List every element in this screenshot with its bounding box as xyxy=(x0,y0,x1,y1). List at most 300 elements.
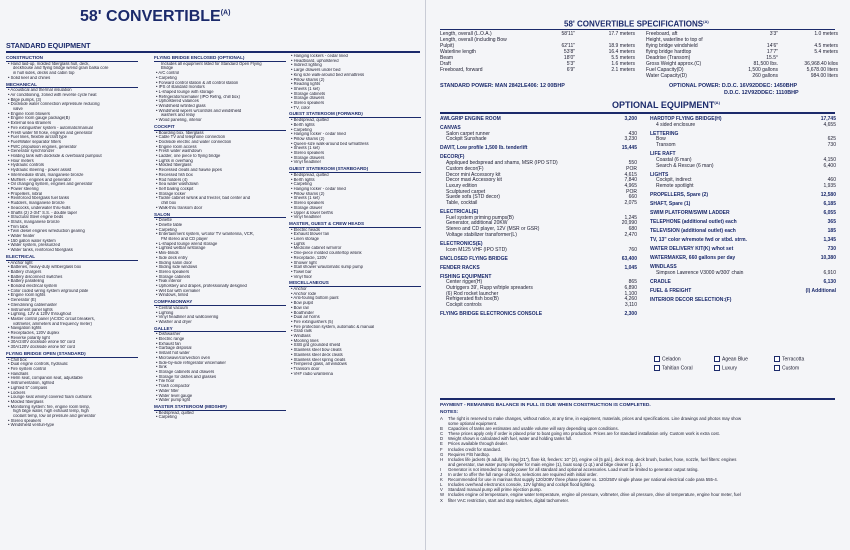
note-text: These prices apply only if order is placed prior to boat going into production. Prices are for standard installation only. Custom work is extra cost. xyxy=(448,431,720,437)
checkbox[interactable] xyxy=(654,356,660,362)
decor-option-label: Luxury xyxy=(722,365,738,372)
spec-title-sup: (A) xyxy=(703,19,709,24)
list-item: • Entertainment system, w/color TV w/antenna, VCR, xyxy=(156,232,254,237)
option-price: 2,470 xyxy=(624,231,637,238)
note-key: F xyxy=(440,446,443,452)
section-heading: CONSTRUCTION xyxy=(6,56,138,62)
spec-values xyxy=(744,73,838,79)
spec-label: Length, overall (L.O.A.) xyxy=(440,31,492,37)
spec-label: Freeboard, aft xyxy=(646,31,678,37)
list-item: • Reinforced fiberglass fuel tanks xyxy=(8,196,70,201)
note-text: Requires F/B hardtop. xyxy=(448,451,491,457)
list-item: • Forward control station & aft control station xyxy=(156,80,239,85)
list-item: • Seacocks, underwater thru-hulls xyxy=(8,205,71,210)
option-label: FENDER RACKS xyxy=(440,264,480,271)
list-item: • Berth lights xyxy=(291,177,315,182)
option-label: Cockpit controls xyxy=(446,302,482,309)
list-item: • Fuel lines, flexible aircraft type xyxy=(8,135,67,140)
list-item: • Dockside water connection w/pressure reducing xyxy=(8,102,100,107)
option-label: Cockpit, indirect xyxy=(656,177,692,184)
list-item: • L-shaped lounge w/end storage xyxy=(156,241,218,246)
notes-title: NOTES: xyxy=(440,410,459,415)
note-key: J xyxy=(440,472,443,478)
list-item: • Queen-size walk-around bed w/mattress xyxy=(291,141,369,146)
note-text: Includes overhead electronics console, 12V lighting and cockpit flood lighting. xyxy=(448,482,596,488)
list-item: • Intermediate struts, manganese bronze xyxy=(8,172,84,177)
list-item: • Instrumentation, lighted xyxy=(8,381,55,386)
spec-label: Beam xyxy=(440,55,454,61)
spec-imperial: 15.5° xyxy=(766,55,778,61)
list-item: • Molded fiberglass xyxy=(8,399,44,404)
section-heading: FLYING BRIDGE ENCLOSED (OPTIONAL) xyxy=(154,56,286,62)
list-item: • Self bailing cockpit xyxy=(156,186,194,191)
option-label: Appliqued bedspread and shams, MSR (IPO STD) xyxy=(446,160,558,167)
option-label: 4 sided enclosure xyxy=(656,121,696,128)
option-label: LIFE RAFT xyxy=(650,151,676,158)
option-label: WATERMAKER, 660 gallons per day xyxy=(650,254,736,261)
list-item: • Carpeting xyxy=(156,75,177,80)
optional-rule xyxy=(440,112,835,114)
list-item: • Receptacles, 120V duplex xyxy=(8,331,60,336)
column-3 xyxy=(289,54,421,376)
list-item: • Handrails xyxy=(8,371,29,376)
list-item: • Stereo speakers xyxy=(291,201,325,206)
option-label: FUEL & FREIGHT xyxy=(650,287,692,294)
list-item: • Fresh water fill hose, engines and generator xyxy=(8,130,93,135)
list-item: • VHF radio w/antenna xyxy=(291,371,333,376)
list-item: • Dishwasher xyxy=(156,332,181,337)
option-label: LIGHTS xyxy=(650,171,669,178)
option-price: 460 xyxy=(827,177,836,184)
list-item: • 30A/120V dockside w/one 50' cord xyxy=(8,345,75,350)
list-item: • Lighting xyxy=(156,310,174,315)
list-item: • Linen storage xyxy=(291,237,320,242)
list-item: • Lighting, 12V & 120V throughout xyxy=(8,312,72,317)
option-label: Luxury edition xyxy=(446,182,478,189)
list-item: • Trim tabs xyxy=(8,224,28,229)
section-heading: MISCELLANEOUS xyxy=(289,281,421,287)
list-item: • Lighted 5" compass xyxy=(8,385,48,390)
list-item: • One-piece molded countertop w/sink xyxy=(291,251,362,256)
list-item: • Sheets (1 set) xyxy=(291,146,320,151)
list-item: • 150 gallon water system xyxy=(8,238,56,243)
list-item: • Windlass xyxy=(291,334,311,339)
spec-metric: 984.00 liters xyxy=(810,73,838,79)
list-item: • Recessed cleats and hawse pipes xyxy=(156,168,222,173)
notes-rule xyxy=(440,398,835,400)
spec-label: Water Capacity(D) xyxy=(646,73,687,79)
option-label: TV, 13" color w/remote fwd or stbd. strm. xyxy=(650,236,747,243)
spec-label: Height, waterline to top of xyxy=(646,37,703,43)
option-label: CANVAS xyxy=(440,125,461,131)
list-item: • Towel bar xyxy=(291,269,312,274)
list-item: • Dinette xyxy=(156,218,172,223)
list-item: • Trash compactor xyxy=(156,384,190,389)
spec-label: Waterline length xyxy=(440,49,476,55)
note-text: Capacities of tanks are estimates and usable volume will vary depending upon conditions. xyxy=(448,426,619,432)
decor-option[interactable] xyxy=(650,365,710,372)
option-price: 63,400 xyxy=(621,255,637,262)
list-item: • Water level gauge xyxy=(156,393,193,398)
option-price: 17,745 xyxy=(820,116,836,122)
list-item: • Medicine cabinet w/mirror xyxy=(291,246,342,251)
note-key: C xyxy=(440,431,444,437)
list-item: coolant temp, low oil pressure and generator xyxy=(13,414,96,419)
option-price: 185 xyxy=(827,227,836,234)
spec-metric: 1.6 meters xyxy=(611,61,635,67)
list-item: • Storage drawer xyxy=(291,205,323,210)
decor-option[interactable] xyxy=(770,365,830,372)
list-item: • Propellers, nibral xyxy=(8,191,43,196)
option-price: 2,300 xyxy=(624,311,637,318)
list-item: • Stereo speakers xyxy=(156,269,190,274)
list-item: • Sheets (1 set) xyxy=(291,86,320,91)
list-item: • Electric heads xyxy=(291,227,320,232)
list-item: • Fresh water washdown xyxy=(156,149,202,154)
option-price: 6,055 xyxy=(823,209,836,216)
section-heading: GUEST STATEROOM (STARBOARD) xyxy=(289,167,421,173)
list-item: • Sheets (1 set) xyxy=(291,196,320,201)
spec-label: Freeboard, forward xyxy=(440,67,483,73)
option-label: TELEVISION (additional outlet) each xyxy=(650,227,736,234)
list-item: • Bow pulpit xyxy=(291,301,313,306)
option-label: Table, cocktail xyxy=(446,200,478,207)
section-heading: COMPANIONWAY xyxy=(154,300,286,306)
list-item: • Sea water washdown xyxy=(156,182,199,187)
list-item: • Teak interior xyxy=(156,279,182,284)
spec-metric: 4.5 meters xyxy=(814,43,838,49)
optional-power-2: D.D.C. 12V92DDEC: 1110BHP xyxy=(724,90,799,96)
list-item: • Sliding salon door xyxy=(156,260,192,265)
decor-options xyxy=(650,356,836,374)
list-item: • Storage drawers xyxy=(291,96,325,101)
section-heading: MASTER STATEROOM (MIDSHIP) xyxy=(154,405,286,411)
option-label: Bow xyxy=(656,136,666,143)
list-item: • FWC propulsion engines, generator xyxy=(8,144,77,149)
option-label: ELECTRONICS(E) xyxy=(440,240,483,247)
section-heading: MECHANICAL xyxy=(6,83,138,89)
list-item: • Helm seat, companion seat, adjustable xyxy=(8,376,83,381)
note-key: K xyxy=(440,477,443,483)
list-item: • Grab rails xyxy=(291,329,312,334)
option-price: 430 xyxy=(628,130,637,137)
list-item: • Stall shower w/automatic sump pump xyxy=(291,265,363,270)
list-item: • Garbage disposal xyxy=(156,346,192,351)
option-price: POR xyxy=(626,188,637,195)
list-item: in hull sides, decks and cabin top xyxy=(13,71,75,76)
option-price: 1,245 xyxy=(624,214,637,221)
list-item: • Headboard, upholstered xyxy=(291,58,339,63)
list-item: • Engine room lights xyxy=(8,293,46,298)
option-label: ENCLOSED FLYING BRIDGE xyxy=(440,255,508,262)
note-text: and generator, raw water pump impeller for main engine (1), boat soap (1 qt.) and bilge cleaner (1 qt.). xyxy=(448,461,643,467)
list-item: • Wood paneling, interior xyxy=(156,118,202,123)
list-item: • Carpeting xyxy=(291,127,312,132)
option-label: (6) Rod rocket launcher xyxy=(446,290,499,297)
list-item: • Dual engine controls, hydraulic xyxy=(8,362,68,367)
option-label: Decor mini Accessory kit xyxy=(446,171,501,178)
option-price: 865 xyxy=(628,279,637,286)
list-item: • Vinyl headliner xyxy=(291,160,322,165)
option-price: 760 xyxy=(628,246,637,253)
list-item: • Mooring lines xyxy=(291,338,319,343)
list-item: • Windshield wipers w/controls and windshield xyxy=(156,108,242,113)
decor-option[interactable] xyxy=(710,356,770,363)
list-item: • Microwave/convection oven xyxy=(156,355,211,360)
list-item: • Rod holders (4) xyxy=(156,177,188,182)
note-text: Includes credit for standard. xyxy=(448,446,502,452)
option-price: 4,655 xyxy=(823,121,836,128)
list-item: • Wet bar with icemaker xyxy=(156,288,200,293)
decor-option-label: Terracotta xyxy=(782,356,805,363)
list-item: • Twin diesel engines w/reduction gearing xyxy=(8,229,85,234)
list-item: • Stainless steel spring cleats xyxy=(291,357,346,362)
list-item: • King size walk-around bed w/mattress xyxy=(291,72,365,77)
list-item: • Refrigerator/icemaker (IPO Refrig, chill box) xyxy=(156,94,240,99)
list-item: • Upholstery and drapes, professionally designed xyxy=(156,284,247,289)
list-item: • Storage drawers xyxy=(291,155,325,160)
option-price: 4,615 xyxy=(624,171,637,178)
optional-title-text: OPTIONAL EQUIPMENT xyxy=(612,100,715,110)
option-label: Generator, additional 20KW xyxy=(446,220,508,227)
list-item: • Boathinder xyxy=(291,310,314,315)
option-price: 1,345 xyxy=(823,236,836,243)
list-item: • Lockers xyxy=(8,390,26,395)
note-text: filter VAC restriction, start and stop switches, digital tachometer. xyxy=(448,497,569,503)
payment-line: PAYMENT - REMAINING BALANCE IN FULL IS DUE WHEN CONSTRUCTION IS COMPLETED. xyxy=(440,403,651,408)
list-item: • Recessed fish box xyxy=(156,172,193,177)
list-item: • Fuel/Water separator filters xyxy=(8,139,61,144)
list-item: • Stainless steel bow cleats xyxy=(291,348,342,353)
note-key: W xyxy=(440,492,445,498)
list-item: • Generator synchronizer xyxy=(8,149,55,154)
spec-metric: 5.5 meters xyxy=(611,55,635,61)
list-item: • Water tanks, reinforced fiberglass xyxy=(8,248,73,253)
list-item: • Dinette table xyxy=(156,222,183,227)
option-label: Search & Rescue (6 man) xyxy=(656,162,714,169)
list-item: • Hydraulic controls xyxy=(8,163,44,168)
list-item: • Ladder, one piece to flying bridge xyxy=(156,154,221,159)
spec-imperial: 62'11" xyxy=(561,43,575,49)
note-row xyxy=(440,498,838,503)
list-item: • Vinyl floor xyxy=(291,274,312,279)
option-price: POR xyxy=(626,165,637,172)
list-item: valve xyxy=(13,107,23,112)
list-item: • Vinyl headliner xyxy=(291,215,322,220)
list-item: • Bonded electrical system xyxy=(8,284,58,289)
option-heading xyxy=(650,298,836,304)
section-heading: FLYING BRIDGE OPEN (STANDARD) xyxy=(6,352,138,358)
list-item: • Molded fiberglass xyxy=(156,163,192,168)
list-item: • Cable TV and telephone connection xyxy=(156,135,226,140)
option-label: Sculptured carpet xyxy=(446,188,486,195)
list-item: • Color coded wiring system w/ground plate xyxy=(8,288,89,293)
note-text: Standard manual pump will prime injection pump. xyxy=(448,487,542,493)
note-key: E xyxy=(440,441,443,447)
option-price: 4,260 xyxy=(624,296,637,303)
checkbox[interactable] xyxy=(654,365,660,371)
note-key: V xyxy=(440,487,443,493)
list-item: • Lights in overhang xyxy=(156,158,193,163)
spec-rule xyxy=(440,29,835,30)
list-item: • Large drawers under bed xyxy=(291,68,341,73)
section-heading: ELECTRICAL xyxy=(6,255,138,261)
note-key: G xyxy=(440,451,444,457)
list-item: • Boarding box, fiberglass xyxy=(156,130,204,135)
decor-option-label: Celadon xyxy=(662,356,681,363)
checkbox[interactable] xyxy=(774,365,780,371)
section-heading: MASTER, GUEST & CREW HEADS xyxy=(289,222,421,228)
decor-option[interactable] xyxy=(650,356,710,363)
option-price: 12,580 xyxy=(820,191,836,198)
list-item: • Instant hot water xyxy=(156,351,190,356)
list-item: Bridge xyxy=(161,66,174,71)
optional-title-sup: (A) xyxy=(714,100,720,105)
list-item: • Anchor rode xyxy=(291,291,317,296)
option-label: INTERIOR DECOR SELECTION:(F) xyxy=(650,296,732,303)
list-item: washers and relay xyxy=(161,113,195,118)
spec-metric: 5.4 meters xyxy=(814,49,838,55)
list-item: • Battery disconnect switches xyxy=(8,274,63,279)
title-text: 58' CONVERTIBLE xyxy=(80,8,221,25)
option-price: 3,200 xyxy=(624,116,637,122)
option-price: 550 xyxy=(628,160,637,167)
list-item: • Tackle cabinet w/sink and freezer, bait center and xyxy=(156,196,251,201)
option-price: 6,910 xyxy=(823,269,836,276)
list-item: • Indirect lighting xyxy=(291,63,322,68)
list-item: • Water system, pressurized xyxy=(8,243,61,248)
note-key: I xyxy=(440,466,442,472)
option-label: WINDLASS xyxy=(650,263,677,270)
list-item: • Carpeting xyxy=(156,227,177,232)
list-item: • Bedspread, quilted xyxy=(291,172,329,177)
checkbox[interactable] xyxy=(774,356,780,362)
option-label: Refrigerated fish box(B) xyxy=(446,296,499,303)
checkbox[interactable] xyxy=(714,356,720,362)
option-label: Voltage stabilizer transformer(L) xyxy=(446,231,517,238)
note-key: D xyxy=(440,436,444,442)
list-item: • Electric range xyxy=(156,337,185,342)
spec-label: Pulpit) xyxy=(440,43,455,49)
option-price: 2,075 xyxy=(624,200,637,207)
title-rule xyxy=(6,51,420,53)
option-label: Transom xyxy=(656,142,676,149)
option-price: 6,890 xyxy=(624,284,637,291)
note-text: Includes life jackets (6 adult), life ring (21"), flare kit, fenders: 10" (2), engine oil (5 gal.), deck mop, deck brush, bucket, hose, nozzle, fuel filters: engines xyxy=(448,456,737,462)
checkbox[interactable] xyxy=(714,365,720,371)
title-sup: (A) xyxy=(220,9,231,17)
list-item: • Anchor xyxy=(291,287,307,292)
list-item: • Storage cabinets and drawers xyxy=(156,370,215,374)
option-label: HARDTOP FLYING BRIDGE(H) xyxy=(650,116,722,122)
list-item: • Hanging locker - cedar lined xyxy=(291,132,346,137)
option-price: 4,965 xyxy=(624,182,637,189)
option-label: ELECTRICAL(E) xyxy=(440,209,479,216)
option-label: Icom M125 VHF (IPO STD) xyxy=(446,246,507,253)
list-item: • Engine room access xyxy=(156,144,197,149)
list-item: • Windows, tinted xyxy=(156,293,189,298)
spec-imperial: 14'6" xyxy=(766,43,778,49)
section-heading: SALON xyxy=(154,213,286,219)
list-item: • Holding tank with dockside & overboard pumpout xyxy=(8,154,102,159)
option-price: 3,110 xyxy=(624,302,637,309)
list-item: • Stereo speakers xyxy=(8,418,42,423)
option-price: 1,935 xyxy=(823,182,836,189)
option-price: (I) Additional xyxy=(805,287,836,294)
specs-left xyxy=(440,31,635,73)
list-item: • External sea strainers xyxy=(8,121,52,126)
list-item: • Carpeting xyxy=(291,182,312,187)
option-price: 1,045 xyxy=(624,264,637,271)
list-item: • Instrument panel lights xyxy=(8,307,53,312)
spec-label: Length, overall (including Bow xyxy=(440,37,507,43)
list-item: • Exhaust blower fan xyxy=(291,232,330,237)
list-item: • Rudders, manganese bronze xyxy=(8,201,65,206)
option-price: 6,400 xyxy=(823,162,836,169)
list-item: • Pillow shams (2) xyxy=(291,77,325,82)
spec-label: Deadrise (Transom) xyxy=(646,55,691,61)
spec-metric: 5,678.00 liters xyxy=(806,67,838,73)
option-label: Coastal (6 man) xyxy=(656,156,692,163)
spec-imperial: 18'0" xyxy=(563,55,575,61)
option-label: Decor maxi Accessory kit xyxy=(446,177,502,184)
list-item: • Engine room gauge package(B) xyxy=(8,116,70,121)
decor-option[interactable] xyxy=(770,356,830,363)
list-item: • Storage cabinets xyxy=(156,274,191,279)
spec-imperial: 58'11" xyxy=(561,31,575,37)
list-item: • Upper & lower berths xyxy=(291,210,333,215)
list-item: FM stereo and CD player xyxy=(161,237,208,242)
spec-label: Gross Weight approx.(C) xyxy=(646,61,702,67)
option-price: 6,185 xyxy=(823,200,836,207)
list-item: • Glendinning cablemaster xyxy=(8,302,57,307)
note-key: B xyxy=(440,426,443,432)
optional-left xyxy=(440,117,637,318)
spec-metric: 1.0 meters xyxy=(814,31,838,37)
note-key: X xyxy=(440,497,443,503)
list-item: • Transom door xyxy=(291,367,320,371)
list-item: • Bedspread, quilted xyxy=(156,410,194,415)
option-price: 1,100 xyxy=(624,290,637,297)
option-label: TELEPHONE (additional outlet) each xyxy=(650,218,737,225)
option-price: 4,150 xyxy=(823,156,836,163)
list-item: • Anti-fouling bottom paint xyxy=(291,296,339,301)
option-price: 660 xyxy=(628,194,637,201)
list-item: • SSB grd grounded shield xyxy=(291,343,341,348)
option-price: 625 xyxy=(827,136,836,143)
option-label: PROPELLERS, Spare (2) xyxy=(650,191,709,198)
option-label: DECOR(F) xyxy=(440,154,465,161)
list-item: • Exhaust fan xyxy=(156,341,181,346)
list-item: • Fire protection system, automatic & manual xyxy=(291,324,375,329)
option-label: SHAFT, Spare (1) xyxy=(650,200,691,207)
list-item: • Sink xyxy=(156,365,167,370)
section-title: STANDARD EQUIPMENT xyxy=(6,41,91,50)
column-1 xyxy=(6,54,138,428)
spec-values xyxy=(541,67,635,73)
decor-option[interactable] xyxy=(710,365,770,372)
section-heading: GUEST STATEROOM (FORWARD) xyxy=(289,112,421,118)
option-label: SWIM PLATFORM/SWIM LADDER xyxy=(650,209,730,216)
spec-imperial: 81,500 lbs. xyxy=(753,61,778,67)
list-item: • Water pump light xyxy=(156,398,191,403)
spec-label: Fuel Capacity(D) xyxy=(646,67,684,73)
decor-row xyxy=(650,356,836,363)
spec-imperial: 6'9" xyxy=(566,67,575,73)
list-item: Includes all equipment listed for Standard Open Flying xyxy=(161,61,262,66)
note-text: Prices available through dealer. xyxy=(448,441,508,447)
list-item: • Windshield venturi-type xyxy=(8,423,55,428)
